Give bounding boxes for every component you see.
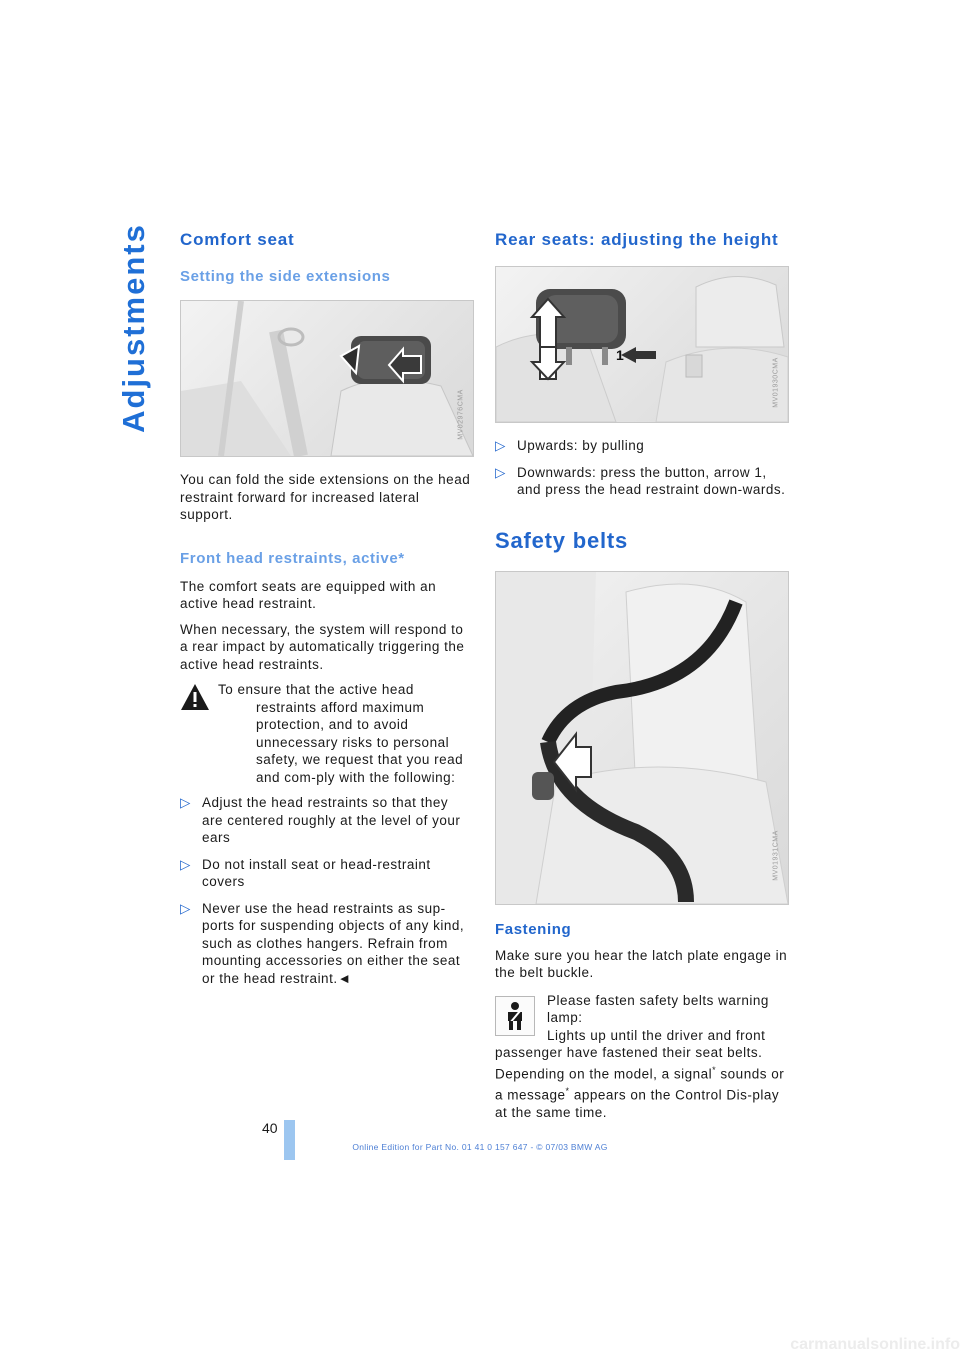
paragraph-active-restraint: The comfort seats are equipped with an active head restraint. <box>180 578 437 611</box>
list-item: ▷ Downwards: press the button, arrow 1, and press the head restraint down-wards. <box>495 464 786 497</box>
lamp-text-1: Please fasten safety belts warning lamp: <box>547 992 769 1025</box>
page-bar <box>284 1120 295 1160</box>
warning-text: To ensure that the active head restraints afford maximum protection, and to avoid unnecessary risks to personal safety, we request that you read and com-ply with the following: <box>218 682 464 785</box>
figure-code: MV01931CMA <box>772 829 780 881</box>
list-item: ▷ Upwards: by pulling <box>495 438 645 453</box>
warning-triangle-icon <box>180 683 210 711</box>
warning-lamp-block <box>495 992 789 1122</box>
footer-edition: Online Edition for Part No. 01 41 0 157 647 - © 07/03 BMW AG <box>352 1142 608 1152</box>
rear-head-restraint-illustration <box>496 267 788 422</box>
heading-comfort-seat: Comfort seat <box>180 230 295 249</box>
arrow-label-1: 1 <box>616 347 624 363</box>
lamp-text-3: Depending on the model, a signal* sounds or a message* appears on the Control Dis-play at the same time. <box>495 1064 785 1120</box>
paragraph-side-extensions: You can fold the side extensions on the head restraint forward for increased lateral support. <box>180 472 471 522</box>
figure-rear-head-restraint <box>495 266 789 423</box>
subheading-front-head-restraints: Front head restraints, active* <box>180 549 405 567</box>
safety-belt-illustration <box>496 572 788 904</box>
paragraph-rear-impact: When necessary, the system will respond to a rear impact by automatically triggering the active head restraints. <box>180 621 465 672</box>
end-mark: ◄ <box>337 970 352 986</box>
seatbelt-lamp-icon <box>495 996 535 1036</box>
figure-code: MV01930CMA <box>772 357 780 408</box>
head-restraint-illustration <box>181 301 473 456</box>
lamp-text-2: Lights up until the driver and front passenger have fastened their seat belts. <box>495 1027 766 1060</box>
watermark: carmanualsonline.info <box>790 1336 960 1353</box>
paragraph-latch: Make sure you hear the latch plate engage in the belt buckle. <box>495 947 788 980</box>
left-column <box>180 228 472 996</box>
subheading-side-extensions: Setting the side extensions <box>180 268 391 285</box>
list-item: ▷ Never use the head restraints as sup-ports for suspending objects of any kind, such as clothes hangers. Refrain from mounting accessories on either the seat or the head restraint.◄ <box>180 900 465 986</box>
warning-bullets <box>180 794 472 987</box>
list-item: ▷ Adjust the head restraints so that they are centered roughly at the level of your ears <box>180 795 461 845</box>
figure-code: MV02976CMA <box>457 389 465 440</box>
list-item: ▷ Do not install seat or head-restraint covers <box>180 856 431 889</box>
section-safety-belts: Safety belts <box>495 527 629 553</box>
side-title: Adjustments <box>116 223 151 433</box>
heading-rear-seats: Rear seats: adjusting the height <box>495 230 779 249</box>
option-star: * <box>712 1064 717 1075</box>
figure-side-extensions <box>180 300 474 457</box>
warning-block <box>180 681 472 786</box>
right-column <box>495 228 789 1121</box>
figure-safety-belt <box>495 571 789 905</box>
page-number: 40 <box>262 1120 278 1136</box>
height-bullets <box>495 437 789 499</box>
subheading-fastening: Fastening <box>495 920 572 938</box>
option-star: * <box>565 1085 570 1096</box>
